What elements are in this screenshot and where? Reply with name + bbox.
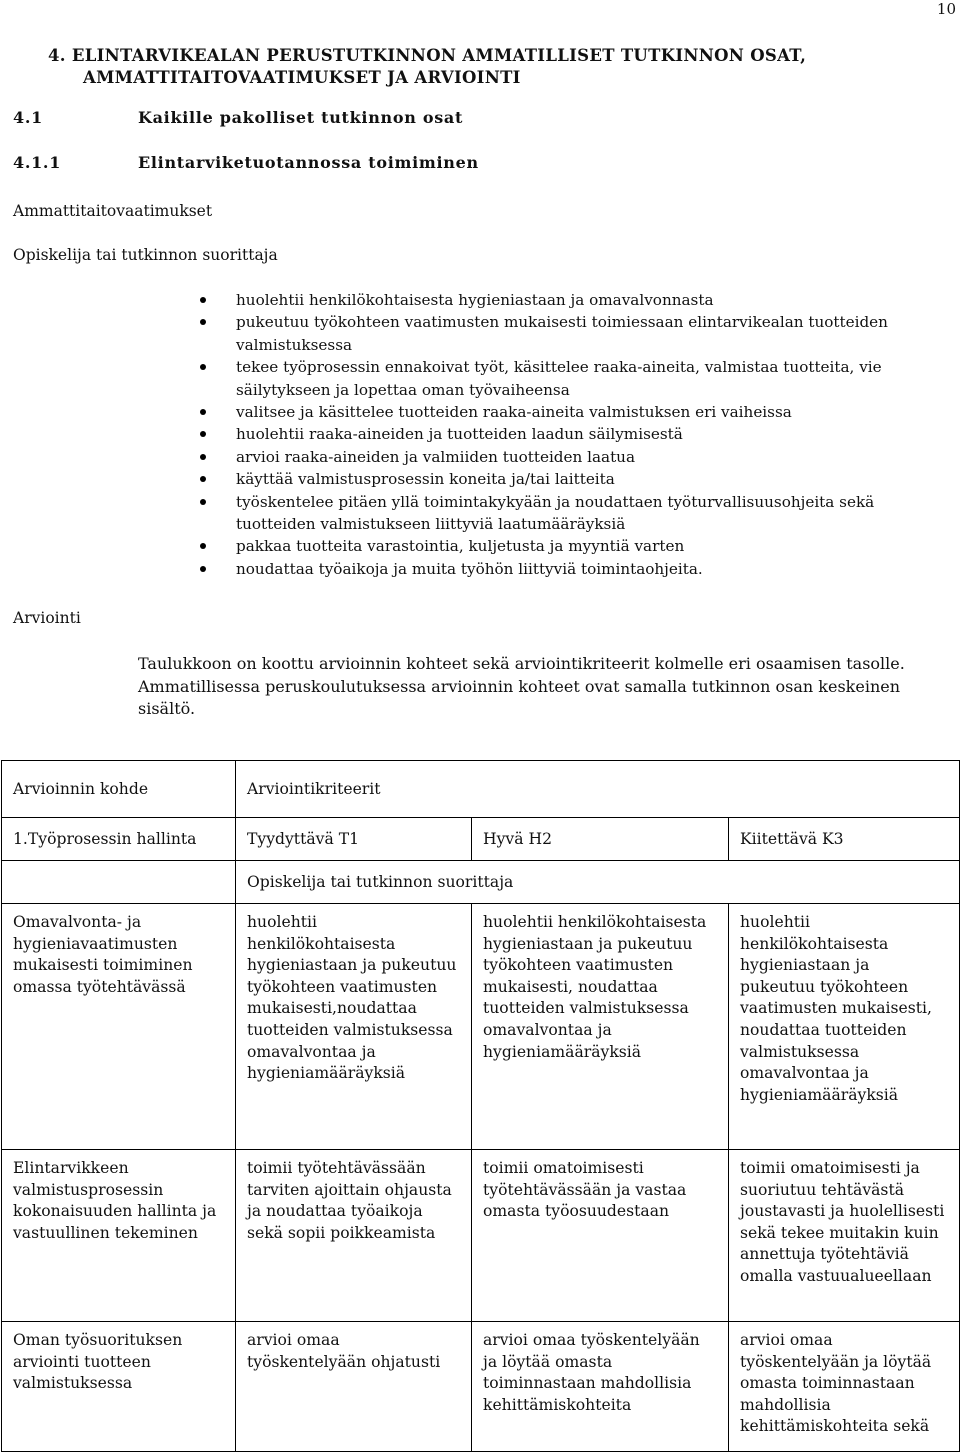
col-target-header: Arvioinnin kohde [2,761,236,818]
level-k3: Kiitettävä K3 [729,818,960,861]
target-cell: Omavalvonta- ja hygieniavaatimusten mukaisesti toimiminen omassa työtehtävässä [2,904,236,1150]
table-row [2,1322,960,1452]
h2-cell: toimii omatoimisesti työtehtävässään ja vastaa omasta työosuudestaan [472,1150,729,1322]
chapter-heading-line1: 4. ELINTARVIKEALAN PERUSTUTKINNON AMMATILLISET TUTKINNON OSAT, [48,46,807,65]
requirements-list [200,289,955,580]
table-subheader-row [2,861,960,904]
section-number-4-1: 4.1 [13,108,43,127]
section-cell: 1.Työprosessin hallinta [2,818,236,861]
k3-cell: huolehtii henkilökohtaisesta hygieniastaan ja pukeutuu työkohteen vaatimusten mukaisesti, noudattaa tuotteiden valmistuksessa omavalvontaa ja hygieniamääräyksiä [729,904,960,1150]
requirements-label: Ammattitaitovaatimukset [13,202,213,220]
requirement-item: noudattaa työaikoja ja muita työhön liittyviä toimintaohjeita. [200,558,955,580]
t1-cell: toimii työtehtävässään tarviten ajoittain ohjausta ja noudattaa työaikoja sekä sopii poikkeamista [236,1150,472,1322]
assessment-paragraph: Taulukkoon on koottu arvioinnin kohteet sekä arviointikriteerit kolmelle eri osaamisen tasolle. Ammatillisessa peruskoulutuksessa arvioinnin kohteet ovat samalla tutkinnon osan keskeinen sisältö. [138,654,905,718]
assessment-label: Arviointi [13,609,81,627]
requirement-item: huolehtii raaka-aineiden ja tuotteiden laadun säilymisestä [200,423,955,445]
h2-cell: huolehtii henkilökohtaisesta hygieniastaan ja pukeutuu työkohteen vaatimusten mukaisesti, noudattaa tuotteiden valmistuksessa omavalvontaa ja hygieniamääräyksiä [472,904,729,1150]
table-level-row [2,818,960,861]
target-cell: Elintarvikkeen valmistusprosessin kokonaisuuden hallinta ja vastuullinen tekeminen [2,1150,236,1322]
level-t1: Tyydyttävä T1 [236,818,472,861]
table-header-row [2,761,960,818]
requirement-item: tekee työprosessin ennakoivat työt, käsittelee raaka-aineita, valmistaa tuotteita, vie säilytykseen ja lopettaa oman työvaiheensa [200,356,955,401]
t1-cell: arvioi omaa työskentelyään ohjatusti [236,1322,472,1452]
k3-cell: toimii omatoimisesti ja suoriutuu tehtävästä joustavasti ja huolellisesti sekä tekee muitakin kuin annettuja työtehtäviä omalla vastuualueellaan [729,1150,960,1322]
level-h2: Hyvä H2 [472,818,729,861]
section-number-4-1-1: 4.1.1 [13,153,62,172]
student-label: Opiskelija tai tutkinnon suorittaja [13,246,278,264]
table-row [2,904,960,1150]
empty-cell [2,861,236,904]
requirement-item: huolehtii henkilökohtaisesta hygieniastaan ja omavalvonnasta [200,289,955,311]
requirement-item: työskentelee pitäen yllä toimintakykyään ja noudattaen työturvallisuusohjeita sekä tuotteiden valmistukseen liittyviä laatumääräyksiä [200,491,955,536]
section-title-4-1: Kaikille pakolliset tutkinnon osat [138,108,464,127]
subheader-cell: Opiskelija tai tutkinnon suorittaja [236,861,960,904]
section-title-4-1-1: Elintarviketuotannossa toimiminen [138,153,479,172]
target-cell: Oman työsuorituksen arviointi tuotteen valmistuksessa [2,1322,236,1452]
requirement-item: pakkaa tuotteita varastointia, kuljetusta ja myyntiä varten [200,535,955,557]
requirement-item: valitsee ja käsittelee tuotteiden raaka-aineita valmistuksen eri vaiheissa [200,401,955,423]
k3-cell: arvioi omaa työskentelyään ja löytää omasta toiminnastaan mahdollisia kehittämiskohteita sekä [729,1322,960,1452]
h2-cell: arvioi omaa työskentelyään ja löytää omasta toiminnastaan mahdollisia kehittämiskohteita [472,1322,729,1452]
criteria-table [1,760,960,1452]
col-criteria-header: Arviointikriteerit [236,761,960,818]
t1-cell: huolehtii henkilökohtaisesta hygieniastaan ja pukeutuu työkohteen vaatimusten mukaisesti,noudattaa tuotteiden valmistuksessa omavalvontaa ja hygieniamääräyksiä [236,904,472,1150]
chapter-heading-line2: AMMATTITAITOVAATIMUKSET JA ARVIOINTI [83,68,521,87]
requirement-item: pukeutuu työkohteen vaatimusten mukaisesti toimiessaan elintarvikealan tuotteiden valmistuksessa [200,311,955,356]
page-number: 10 [936,0,956,18]
table-row [2,1150,960,1322]
requirement-item: käyttää valmistusprosessin koneita ja/tai laitteita [200,468,955,490]
requirement-item: arvioi raaka-aineiden ja valmiiden tuotteiden laatua [200,446,955,468]
